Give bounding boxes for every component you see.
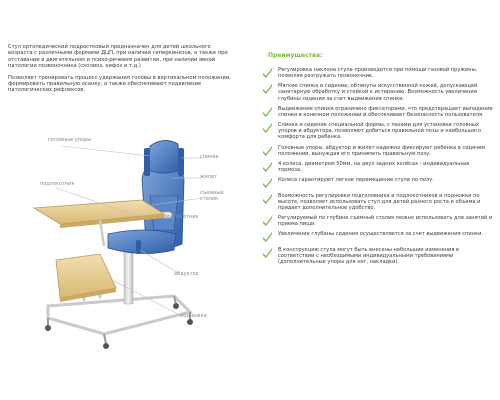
list-item [262,145,494,157]
chair-illustration [4,126,246,366]
label-armrests-left: подлокотник [40,181,75,187]
list-item [262,193,494,211]
advantage-text: Возможность регулировки подголовника и подлокотников и подножки по высоте, позволяет использовать стул для детей разного роста и объема и придает дополнительное удобство. [278,192,481,211]
label-armrests-right: подлокотник [164,214,199,220]
wheel-icon [187,319,193,325]
label-abductor: абдуктор [174,271,199,277]
wheel-icon [103,343,109,349]
advantage-text: Регулируемый по глубине съемный столик можно использовать для занятий и приема пищи. [278,215,493,228]
label-removable-table: съемный столик [200,190,224,202]
intro-text [8,44,234,99]
base-frame [45,296,193,349]
advantage-text: 4 колеса, диаметром 50мм, на двух задних колёсах - индивидуальные тормоза. [278,161,470,174]
checkmark-icon [262,145,273,156]
label-head-supports: головные упоры [48,137,92,143]
list-item [262,106,494,118]
label-footrest: подножка [180,313,207,319]
checkmark-icon [262,193,273,204]
list-item [262,177,494,188]
list-item [262,215,494,227]
checkmark-icon [262,161,273,172]
advantages-title: Преимущества: [268,52,323,59]
checkmark-icon [262,67,273,78]
list-item [262,161,494,173]
list-item [262,122,494,140]
list-item [262,247,494,265]
checkmark-icon [262,122,273,133]
advantage-text: Увеличение глубины сидения осуществляется за счет выдвижения спинки. [278,231,484,238]
intro-paragraph-1: Стул ортопедический подростковый предназначен для детей школьного возраста с различными формами ДЦП, при наличии гиперкинезов, а также при отставании в двигательном и психо-речевом развитии, при наличии явной патологии позвоночника (сколиоз, кифоз и т.д.) [8,44,228,70]
advantage-text: Колеса гарантируют легкое перемещение стула по полу. [278,177,434,184]
checkmark-icon [262,215,273,226]
list-item [262,67,494,79]
advantage-text: Мягкие спинка и сидение, обтянуты искусственной кожей, допускающей санитарную обработку и стойкой к истиранию. Возможность увеличения глубины сидения за счет выдвижения спинки. [278,83,478,102]
label-vest: жилет [200,174,217,180]
checkmark-icon [262,231,273,242]
intro-paragraph-2: Позволяет тренировать процесс удержания головы в вертикальном положении, формировать правильную осанку, а также обеспечивают подавление патологических рефлексов. [8,74,231,94]
advantage-text: В конструкцию стула могут быть внесены небольшие изменения в соответствии с необходимыми индивидуальными требованиями (дополнительные упоры для ног, накладки). [278,246,460,265]
advantage-text: Спинка и сидение специальной формы, с пазами для установки головных упоров и абдуктора, позволяют добиться правильной позы и наибольшего комфорта для ребенка. [278,122,482,141]
label-backrest: спинка [200,154,219,160]
advantage-text: Выдвижение спинки ограничено фиксаторами, что предотвращает выпадение спинки в конечном положении и обеспечивает безопасность пользователя. [278,105,493,118]
advantage-text: Головные упоры, абдуктор и жилет надежно фиксируют ребенка в сидячем положении, вынуждая его принимать правильную позу. [278,144,486,157]
list-item [262,231,494,242]
checkmark-icon [262,83,273,94]
abductor [136,240,141,254]
advantage-text: Регулировка наклона стула производится при помощи газовой пружины, позволяя разгружать позвоночник. [278,67,478,80]
wheel-icon [173,303,179,309]
wheel-icon [45,325,51,331]
chair-drawing [4,126,246,366]
headrest [148,140,180,173]
advantages-list [262,67,494,265]
checkmark-icon [262,106,273,117]
list-item [262,83,494,101]
seat [108,230,176,254]
advantages-section [262,52,494,269]
checkmark-icon [262,177,273,188]
checkmark-icon [262,247,273,258]
